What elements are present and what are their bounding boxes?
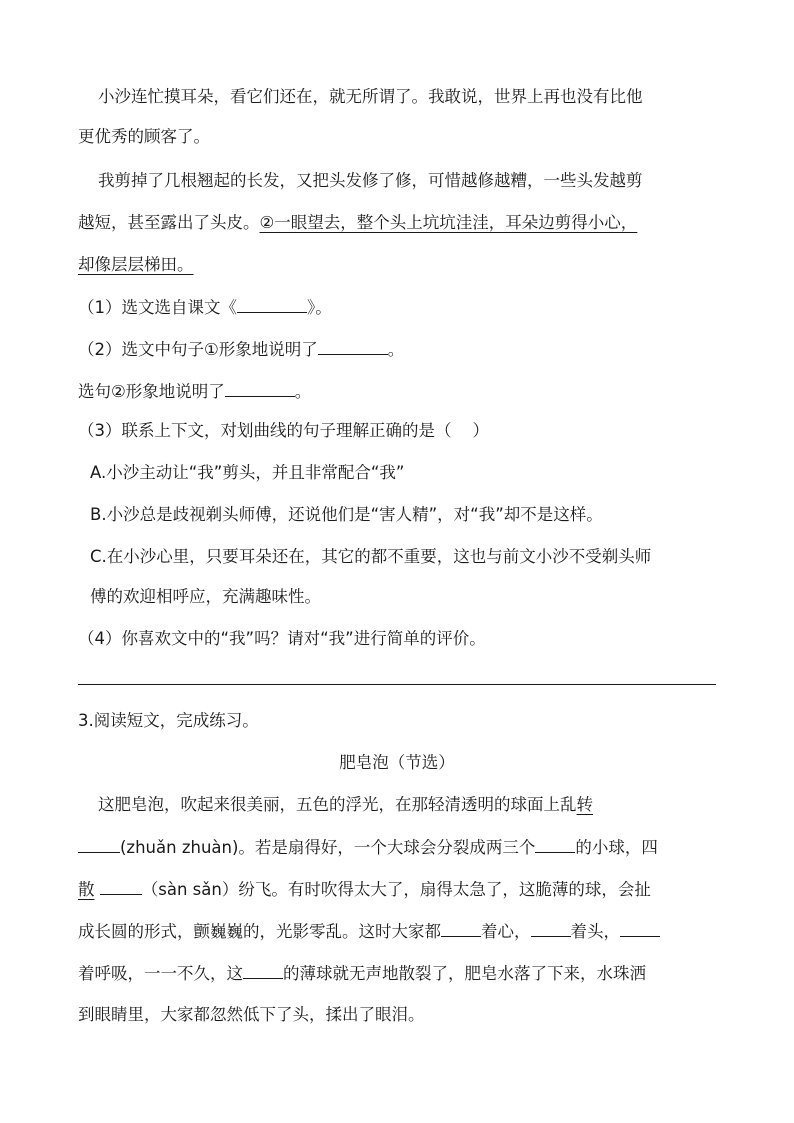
question-1-end: 》。 (307, 298, 332, 317)
question-1-text: （1）选文选自课文《 (78, 298, 237, 317)
question-1 (78, 296, 332, 319)
answer-blank[interactable] (225, 380, 295, 397)
question-2-end: 。 (387, 340, 405, 359)
underlined-sentence-2-end: 却像层层梯田。 (78, 255, 194, 274)
passage-line (78, 836, 658, 859)
passage-text: 越短，甚至露出了头皮。 (78, 213, 260, 232)
passage-text: 着心， (481, 922, 531, 941)
answer-blank[interactable] (441, 920, 481, 937)
answer-blank[interactable] (531, 920, 571, 937)
passage-line: 我剪掉了几根翘起的长发，又把头发修了修，可惜越修越糟，一些头发越剪 (98, 171, 643, 190)
answer-blank[interactable] (318, 338, 388, 355)
option-c[interactable]: C.在小沙心里，只要耳朵还在，其它的都不重要，这也与前文小沙不受剃头师 (90, 547, 652, 566)
answer-blank[interactable] (620, 920, 660, 937)
passage-line (78, 920, 660, 943)
passage-text: 着呼吸，一一不久，这 (78, 964, 243, 983)
answer-blank[interactable] (237, 296, 307, 313)
option-c-cont: 傅的欢迎相呼应，充满趣味性。 (90, 587, 321, 606)
question-2-text: （2）选文中句子①形象地说明了 (78, 340, 318, 359)
option-b[interactable]: B.小沙总是歧视剃头师傅，还说他们是“害人精”，对“我”却不是这样。 (90, 505, 603, 524)
passage-line (78, 212, 637, 234)
passage-text: 的薄球就无声地散裂了，肥皂水落了下来，水珠洒 (283, 964, 646, 983)
answer-blank[interactable] (243, 962, 283, 979)
question-3: （3）联系上下文，对划曲线的句子理解正确的是（ ） (78, 421, 489, 440)
passage-text: 这肥皂泡，吹起来很美丽，五色的浮光，在那轻清透明的球面上乱 (98, 795, 577, 814)
section-3-heading: 3.阅读短文，完成练习。 (78, 711, 259, 730)
passage-line (78, 878, 651, 901)
answer-blank[interactable] (78, 836, 120, 853)
answer-blank[interactable] (100, 878, 142, 895)
passage-text: 的小球，四 (575, 838, 658, 857)
passage-line: 更优秀的顾客了。 (78, 127, 210, 146)
passage-text: 着头， (570, 922, 620, 941)
passage-line (98, 794, 593, 816)
passage-text: 成长圆的形式，颤巍巍的，光影零乱。这时大家都 (78, 922, 441, 941)
passage-text: （sàn sǎn）纷飞。有时吹得太大了，扇得太急了，这脆薄的球，会扯 (141, 880, 651, 899)
answer-line[interactable] (78, 684, 716, 685)
option-a[interactable]: A.小沙主动让“我”剪头，并且非常配合“我” (90, 463, 405, 482)
answer-blank[interactable] (535, 836, 575, 853)
passage-line: 小沙连忙摸耳朵，看它们还在，就无所谓了。我敢说，世界上再也没有比他 (98, 87, 643, 106)
underlined-char-zhuan: 转 (576, 795, 593, 814)
question-4: （4）你喜欢文中的“我”吗？请对“我”进行简单的评价。 (78, 629, 486, 648)
underlined-char-san: 散 (78, 880, 95, 899)
passage-line (78, 962, 646, 985)
passage-text: (zhuǎn zhuàn)。若是扇得好，一个大球会分裂成两三个 (120, 838, 536, 857)
question-2-end: 。 (294, 382, 312, 401)
passage-title: 肥皂泡（节选） (339, 753, 455, 772)
question-2-text: 选句②形象地说明了 (78, 382, 225, 401)
question-2 (78, 338, 404, 361)
passage-line: 到眼睛里，大家都忽然低下了头，揉出了眼泪。 (78, 1005, 425, 1024)
underlined-sentence-2: ②一眼望去，整个头上坑坑洼洼，耳朵边剪得小心， (259, 213, 638, 232)
question-2-part2 (78, 380, 311, 403)
